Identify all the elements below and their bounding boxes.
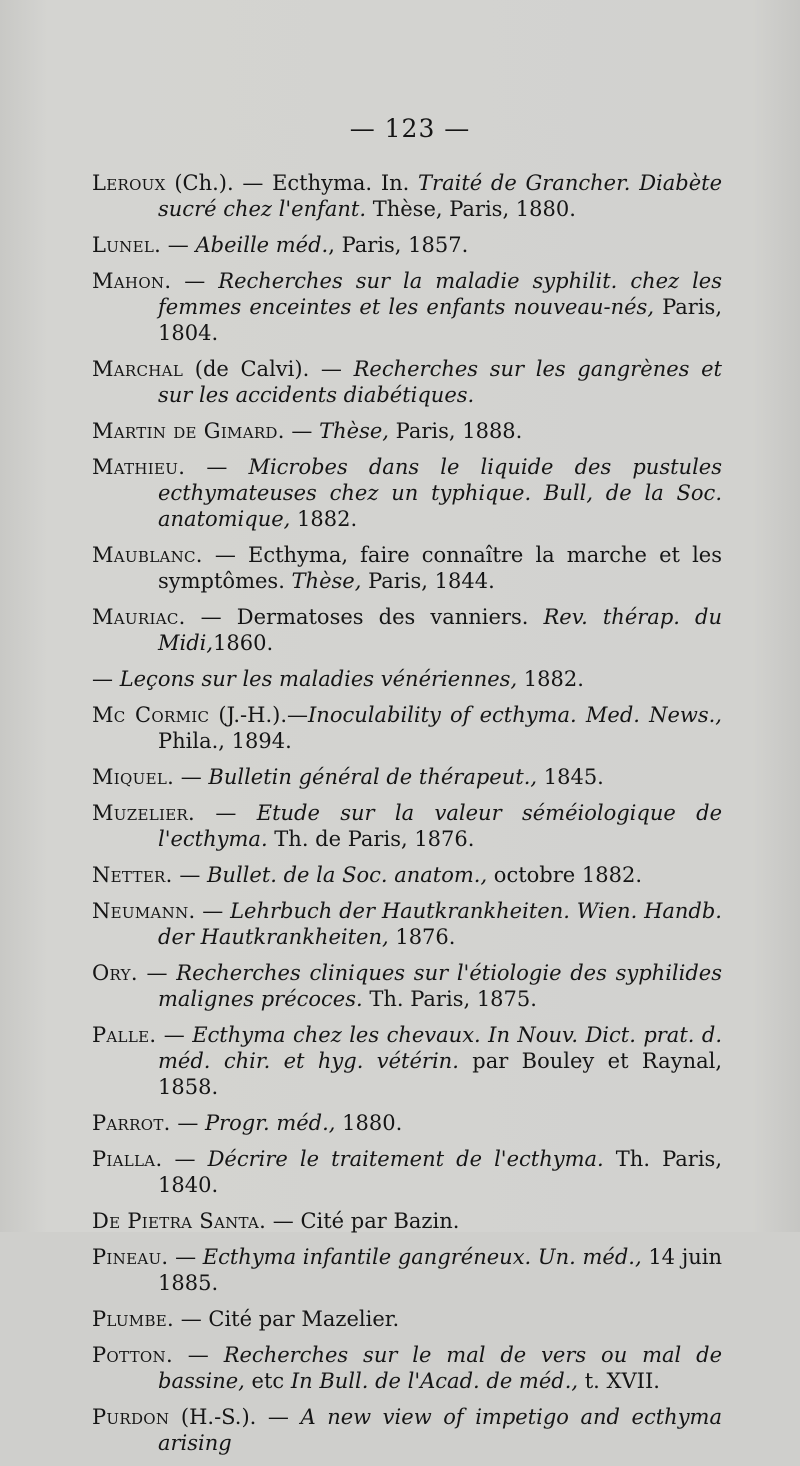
bibliography-entry (92, 666, 722, 692)
entry-text: Th. Paris, 1840. (158, 1147, 722, 1197)
entry-text: (Ch.). — Ecthyma. In. (165, 171, 419, 195)
bibliography-entry (92, 1022, 722, 1100)
bibliography-entry (92, 232, 722, 258)
bibliography-entry (92, 1146, 722, 1198)
entry-author: Ory. (92, 961, 138, 985)
entry-text: — Cité par Mazelier. (174, 1307, 400, 1331)
bibliography-entry (92, 268, 722, 346)
entry-text: t. XVII. (578, 1369, 660, 1393)
entry-title-text: Thèse, (319, 419, 389, 443)
entry-author: Martin de Gimard. (92, 419, 285, 443)
entry-title-text: A new view of impetigo and ecthyma arising (158, 1405, 722, 1455)
bibliography-entry (92, 702, 722, 754)
entry-author: Mauriac. (92, 605, 186, 629)
entry-text: , Paris, 1857. (328, 233, 469, 257)
entry-text: 1876. (388, 925, 456, 949)
entry-title-text: Décrire le traitement de l'ecthyma. (207, 1147, 604, 1171)
bibliography-entry (92, 1342, 722, 1394)
entry-text: 1880. (335, 1111, 403, 1135)
entry-title-text: In Bull. de l'Acad. de méd., (290, 1369, 579, 1393)
entry-text: — (156, 1023, 193, 1047)
bibliography-entry (92, 1404, 722, 1456)
bibliography-entry (92, 898, 722, 950)
entry-text: Paris, 1804. (158, 295, 723, 345)
bibliography-list (92, 170, 722, 1466)
entry-text: (de Calvi). — (183, 357, 354, 381)
entry-author: Marchal (92, 357, 184, 381)
bibliography-entry (92, 800, 722, 852)
entry-author: Mathieu. (92, 455, 186, 479)
entry-author: Potton. (92, 1343, 173, 1367)
entry-title-text: Etude sur la valeur séméiologique de l'ecthyma. (158, 801, 722, 851)
entry-author: Purdon (92, 1405, 170, 1429)
entry-title-text: Recherches sur le mal de vers ou mal de bassine, (158, 1343, 722, 1393)
bibliography-entry (92, 1306, 722, 1332)
entry-title-text: Ecthyma chez les chevaux. In Nouv. Dict. prat. d. méd. chir. et hyg. vétérin. (158, 1023, 722, 1073)
entry-text: 14 juin 1885. (158, 1245, 723, 1295)
entry-text: Phila., 1894. (158, 729, 292, 753)
entry-text: — (185, 455, 249, 479)
entry-author: Plumbe. (92, 1307, 175, 1331)
entry-title-text: Microbes dans le liquide des pustules ecthymateuses chez un typhique. Bull, de la Soc. anatomique, (158, 455, 722, 531)
entry-title-text: Ecthyma infantile gangréneux. Un. méd., (202, 1245, 642, 1269)
entry-text: — (284, 419, 320, 443)
entry-text: 1882. (517, 667, 584, 691)
entry-title-text: Bulletin général de thérapeut., (208, 765, 538, 789)
bibliography-entry (92, 418, 722, 444)
entry-author: Pialla. (92, 1147, 163, 1171)
bibliography-entry (92, 542, 722, 594)
bibliography-entry (92, 764, 722, 790)
bibliography-entry (92, 1244, 722, 1296)
entry-author: Mahon. (92, 269, 172, 293)
page-number: — 123 — (349, 114, 471, 143)
entry-text: — (172, 863, 207, 887)
entry-text: — (161, 233, 196, 257)
entry-text: par Bouley et Raynal, 1858. (158, 1049, 723, 1099)
entry-text: — Ecthyma, faire connaître la marche et les symptômes. (158, 543, 722, 593)
entry-title-text: Bullet. de la Soc. anatom., (207, 863, 488, 887)
bibliography-entry (92, 960, 722, 1012)
entry-text: — (174, 765, 209, 789)
entry-title-text: Inoculability of ecthyma. Med. News., (308, 703, 722, 727)
entry-title-text: Progr. méd., (205, 1111, 336, 1135)
entry-author: Miquel. (92, 765, 175, 789)
entry-text: etc (244, 1369, 291, 1393)
bibliography-entry (92, 1208, 722, 1234)
entry-author: Parrot. (92, 1111, 171, 1135)
entry-text: — (92, 667, 120, 691)
entry-text: — (162, 1147, 208, 1171)
entry-title-text: Recherches sur les gangrènes et sur les accidents diabétiques. (158, 357, 722, 407)
entry-text: 1845. (537, 765, 604, 789)
entry-text: — Dermatoses des vanniers. (185, 605, 544, 629)
entry-text: — (137, 961, 177, 985)
entry-text: — Cité par Bazin. (266, 1209, 460, 1233)
entry-author: Lunel. (92, 233, 162, 257)
bibliography-entry (92, 1110, 722, 1136)
entry-text: Paris, 1844. (361, 569, 495, 593)
entry-author: Mc Cormic (92, 703, 210, 727)
bibliography-entry (92, 170, 722, 222)
entry-text: — (170, 1111, 205, 1135)
entry-title-text: Recherches cliniques sur l'étiologie des syphilides malignes précoces. (158, 961, 722, 1011)
entry-text: Paris, 1888. (388, 419, 523, 443)
entry-text: Thèse, Paris, 1880. (366, 197, 576, 221)
entry-author: Leroux (92, 171, 166, 195)
bibliography-entry (92, 356, 722, 408)
entry-author: De Pietra Santa. (92, 1209, 267, 1233)
entry-text: (H.-S.). — (169, 1405, 301, 1429)
entry-text: — (195, 899, 231, 923)
entry-text: — (171, 269, 219, 293)
entry-author: Maublanc. (92, 543, 203, 567)
entry-text: 1882. (290, 507, 358, 531)
entry-text: Th. de Paris, 1876. (267, 827, 475, 851)
entry-text: (J.-H.).— (209, 703, 309, 727)
entry-title-text: Rev. thérap. du Midi, (158, 605, 722, 655)
entry-author: Pineau. (92, 1245, 169, 1269)
bibliography-entry (92, 454, 722, 532)
bibliography-entry (92, 604, 722, 656)
entry-title-text: Recherches sur la maladie syphilit. chez les femmes enceintes et les enfants nouveau-nés, (158, 269, 722, 319)
entry-title-text: Thèse, (291, 569, 362, 593)
entry-author: Neumann. (92, 899, 196, 923)
entry-text: — (195, 801, 257, 825)
entry-author: Muzelier. (92, 801, 196, 825)
entry-title-text: Traité de Grancher. Diabète sucré chez l'enfant. (158, 171, 722, 221)
entry-author: Netter. (92, 863, 173, 887)
entry-text: Th. Paris, 1875. (362, 987, 537, 1011)
entry-text: — (172, 1343, 224, 1367)
entry-author: Palle. (92, 1023, 157, 1047)
entry-text: 1860. (213, 631, 274, 655)
entry-title-text: Lehrbuch der Hautkrankheiten. Wien. Handb. der Hautkrankheiten, (158, 899, 722, 949)
entry-text: — (168, 1245, 203, 1269)
bibliography-entry (92, 862, 722, 888)
entry-title-text: Abeille méd. (195, 233, 329, 257)
entry-text: octobre 1882. (487, 863, 642, 887)
entry-title-text: Leçons sur les maladies vénériennes, (119, 667, 518, 691)
